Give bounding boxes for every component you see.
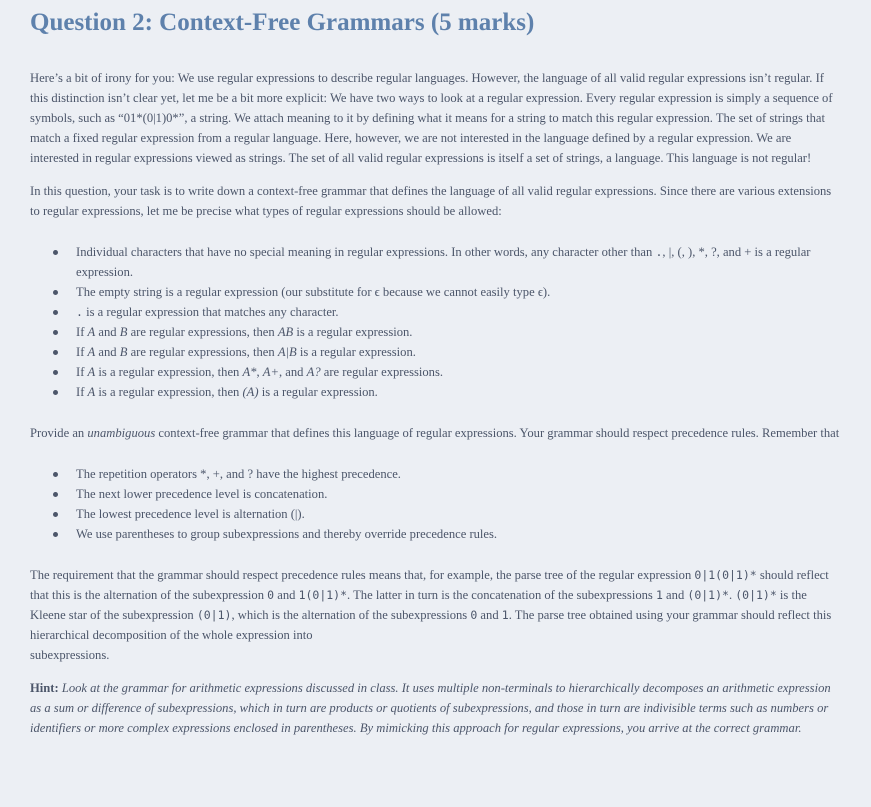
- rule-text: are regular expressions, then: [127, 345, 278, 359]
- emphasis-text: unambiguous: [87, 426, 156, 440]
- math-var: A: [87, 345, 96, 359]
- hint-label: Hint:: [30, 681, 59, 695]
- rule-text: is a regular expression.: [293, 325, 413, 339]
- requirement-paragraph: [30, 565, 841, 665]
- list-item: [30, 362, 841, 382]
- rule-code: .: [655, 245, 663, 259]
- provide-text: Provide an: [30, 426, 88, 440]
- code-inline: (0|1)*: [735, 588, 777, 602]
- req-text: and: [662, 588, 688, 602]
- list-item: The empty string is a regular expression (our substitute for ϵ because we cannot easily type ϵ).: [30, 282, 841, 302]
- rule-text: and: [95, 325, 120, 339]
- math-expr: AB: [277, 325, 294, 339]
- code-inline: (0|1): [196, 608, 232, 622]
- rule-text: If: [76, 385, 88, 399]
- list-item: [30, 242, 841, 282]
- rule-text: If: [76, 325, 88, 339]
- rule-text: is a regular expression, then: [95, 385, 243, 399]
- req-text: and: [274, 588, 299, 602]
- rule-text: , and: [278, 365, 307, 379]
- list-item: [30, 382, 841, 402]
- code-inline: 1: [501, 608, 509, 622]
- intro-paragraph: Here’s a bit of irony for you: We use regular expressions to describe regular languages. However, the language of all valid regular expressions isn’t regular. If this distinction isn’t clear yet, let me be a bit more explicit: We have two ways to look at a regular expression. Every regular expression is simply a sequence of symbols, such as “01*(0|1)0*”, a string. We attach meaning to it by defining what it means for a string to match this regular expression. The set of strings that match a fixed regular expression from a regular language. Here, however, we are not interested in the language defined by a regular expression. We are interested in regular expressions viewed as strings. The set of all valid regular expressions is itself a set of strings, a language. This language is not regular!: [30, 71, 833, 165]
- math-expr: (A): [242, 385, 259, 399]
- math-expr: A|B: [277, 345, 297, 359]
- code-inline: 1(0|1)*: [298, 588, 348, 602]
- req-text: . The latter in turn is the concatenation of the subexpressions: [347, 588, 656, 602]
- provide-paragraph: [30, 423, 841, 443]
- rule-text: Individual characters that have no special meaning in regular expressions. In other words, any character other than: [76, 245, 656, 259]
- list-item: The next lower precedence level is concatenation.: [30, 484, 841, 504]
- req-text: is the Kleene star of the subexpression: [30, 588, 807, 622]
- rule-text: is a regular expression that matches any character.: [82, 305, 339, 319]
- req-text: subexpressions.: [30, 648, 110, 662]
- rule-text: ,: [256, 365, 263, 379]
- code-inline: 0: [470, 608, 478, 622]
- list-item: [30, 302, 841, 322]
- math-var: A: [87, 325, 96, 339]
- rule-text: are regular expressions, then: [127, 325, 278, 339]
- code-inline: (0|1)*: [687, 588, 729, 602]
- rule-code: .: [76, 305, 83, 319]
- req-text: , which is the alternation of the subexpressions: [231, 608, 471, 622]
- code-inline: 1: [655, 588, 663, 602]
- precedence-list: [30, 464, 841, 544]
- page-title: Question 2: Context-Free Grammars (5 marks): [30, 9, 535, 36]
- list-item: [30, 342, 841, 362]
- code-inline: 0|1(0|1)*: [694, 568, 757, 582]
- req-text: should reflect that this is the alternation of the subexpression: [30, 568, 829, 602]
- math-var: B: [119, 325, 128, 339]
- rule-text: is a regular expression.: [258, 385, 378, 399]
- allowed-regex-list: [30, 242, 841, 402]
- list-item: The repetition operators *, +, and ? have the highest precedence.: [30, 464, 841, 484]
- rule-text: If: [76, 345, 88, 359]
- hint-paragraph: [30, 678, 841, 738]
- list-item: We use parentheses to group subexpressions and thereby override precedence rules.: [30, 524, 841, 544]
- task-paragraph: In this question, your task is to write down a context-free grammar that defines the language of all valid regular expressions. Since there are various extensions to regular expressions, let me be precise what types of regular expressions should be allowed:: [30, 184, 832, 218]
- rule-text: and: [95, 345, 120, 359]
- math-expr: A*: [242, 365, 257, 379]
- code-inline: 0: [267, 588, 275, 602]
- req-text: . The parse tree obtained using your grammar should reflect this hierarchical decomposition of the whole expression into: [30, 608, 832, 642]
- req-text: The requirement that the grammar should respect precedence rules means that, for example, the parse tree of the regular expression: [30, 568, 695, 582]
- req-text: .: [728, 588, 736, 602]
- math-var: A: [87, 385, 96, 399]
- rule-text: are regular expressions.: [320, 365, 444, 379]
- list-item: [30, 322, 841, 342]
- rule-text: is a regular expression, then: [95, 365, 243, 379]
- math-var: B: [119, 345, 128, 359]
- math-var: A: [87, 365, 96, 379]
- math-expr: A?: [306, 365, 321, 379]
- math-expr: A+: [262, 365, 279, 379]
- rule-text: If: [76, 365, 88, 379]
- provide-text: context-free grammar that defines this language of regular expressions. Your grammar should respect precedence rules. Remember that: [155, 426, 840, 440]
- rule-text: , |, (, ), *, ?, and + is a regular expression.: [76, 245, 811, 279]
- rule-text: is a regular expression.: [296, 345, 416, 359]
- hint-text: Look at the grammar for arithmetic expressions discussed in class. It uses multiple non-terminals to hierarchically decomposes an arithmetic expression as a sum or difference of subexpressions, which in turn are products or quotients of subexpressions, and those in turn are indivisible terms such as numbers or identifiers or more complex expressions enclosed in parentheses. By mimicking this approach for regular expressions, you arrive at the correct grammar.: [30, 681, 831, 735]
- list-item: The lowest precedence level is alternation (|).: [30, 504, 841, 524]
- req-text: and: [477, 608, 502, 622]
